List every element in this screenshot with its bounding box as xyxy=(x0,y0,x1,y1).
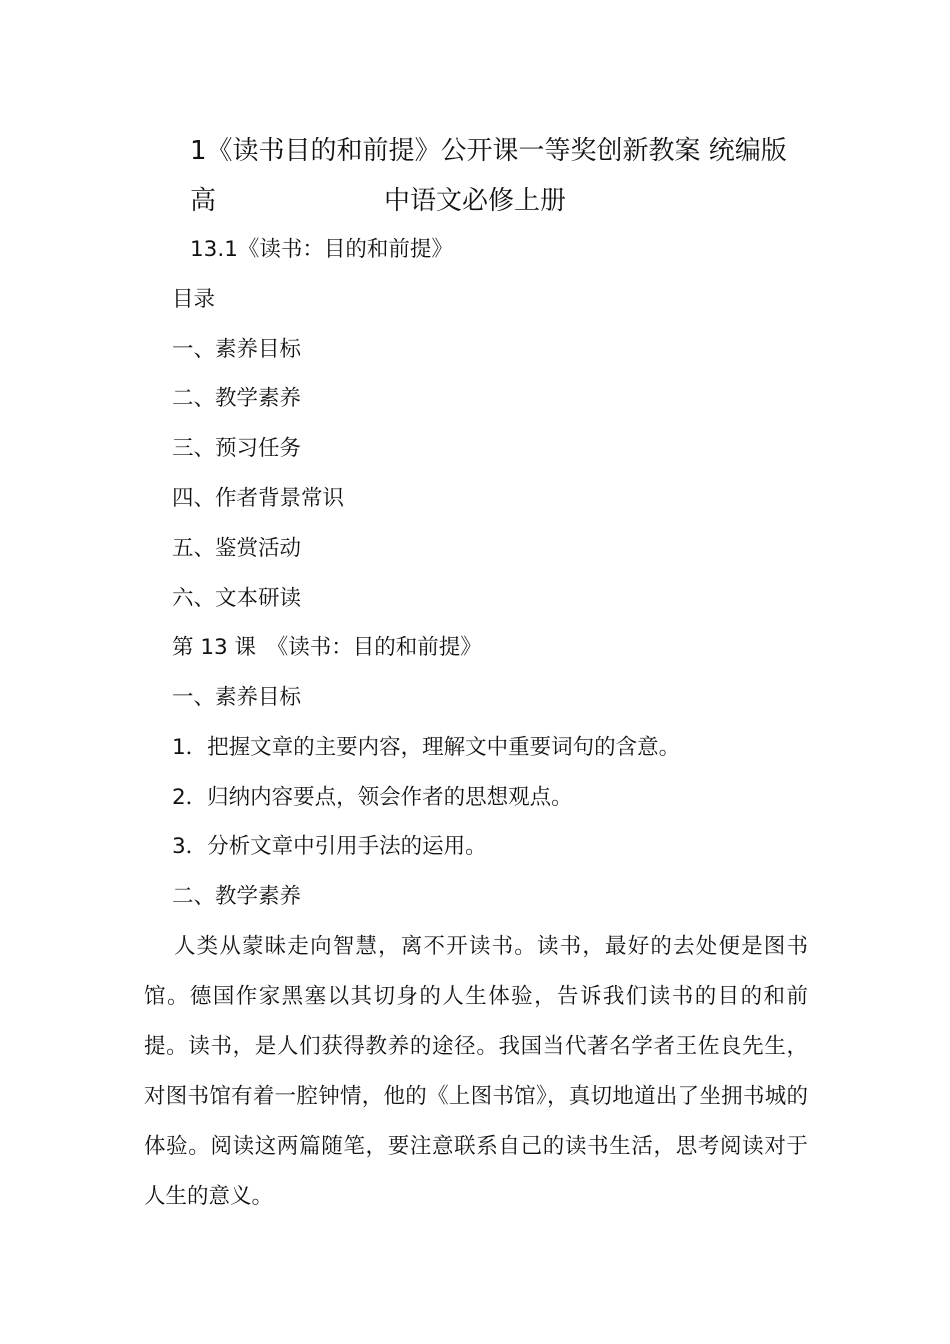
toc-item: 五、鉴赏活动 xyxy=(172,536,302,561)
goal-item: 3．分析文章中引用手法的运用。 xyxy=(172,834,487,859)
lesson-heading: 第 13 课 《读书：目的和前提》 xyxy=(172,635,482,660)
toc-item: 二、教学素养 xyxy=(172,386,302,411)
toc-item: 六、文本研读 xyxy=(172,586,302,611)
goal-item: 2．归纳内容要点，领会作者的思想观点。 xyxy=(172,785,573,810)
toc-item: 四、作者背景常识 xyxy=(172,486,345,511)
body-paragraph: 人类从蒙昧走向智慧，离不开读书。读书，最好的去处便是图书馆。德国作家黑塞以其切身的人生体验，告诉我们读书的目的和前提。读书，是人们获得教养的途径。我国当代著名学者王佐良先生，对图书馆有着一腔钟情，他的《上图书馆》，真切地道出了坐拥书城的体验。阅读这两篇随笔，要注意联系自己的读书生活，思考阅读对于人生的意义。 xyxy=(144,934,808,1209)
document-title-line-1: 1《读书目的和前提》公开课一等奖创新教案 统编版高 xyxy=(190,136,787,216)
goal-item: 1．把握文章的主要内容，理解文中重要词句的含意。 xyxy=(172,735,681,760)
section-heading-teaching: 二、教学素养 xyxy=(172,884,302,909)
toc-item: 一、素养目标 xyxy=(172,337,302,362)
toc-heading: 目录 xyxy=(172,287,216,312)
document-title-line-2: 中语文必修上册 xyxy=(383,186,566,216)
toc-item: 三、预习任务 xyxy=(172,436,302,461)
section-heading-goals: 一、素养目标 xyxy=(172,685,302,710)
document-subtitle: 13.1《读书：目的和前提》 xyxy=(190,237,453,262)
